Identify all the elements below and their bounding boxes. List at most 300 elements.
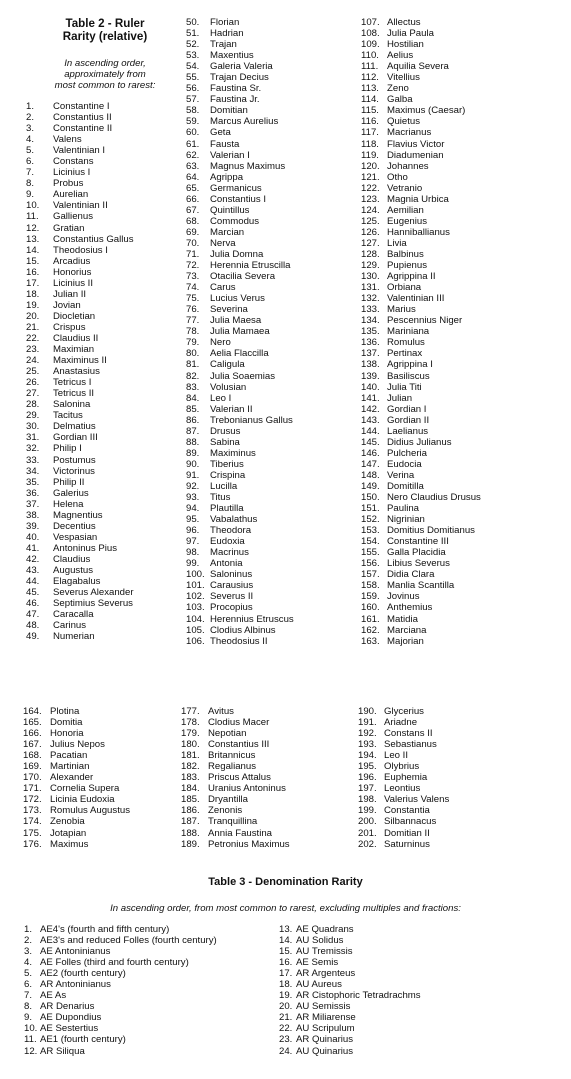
list-item	[279, 1001, 421, 1012]
list-item-label: Diocletian	[53, 310, 96, 322]
list-item-number: 114.	[361, 94, 379, 106]
list-item-label: AE1 (fourth century)	[40, 1034, 126, 1046]
list-item	[361, 591, 481, 602]
list-item	[358, 828, 449, 839]
ruler-lower-column-3	[358, 706, 449, 850]
list-item-label: Fausta	[210, 138, 240, 150]
table2-desc-line2: approximately from	[64, 69, 146, 80]
list-item-number: 157.	[361, 569, 380, 581]
list-item	[23, 783, 130, 794]
list-item-label: Orbiana	[387, 282, 422, 294]
list-item-label: Laelianus	[387, 425, 429, 437]
list-item-number: 23.	[279, 1034, 293, 1046]
list-item	[186, 602, 294, 613]
list-item-label: Dryantilla	[208, 794, 248, 806]
table2-description	[30, 58, 180, 91]
list-item-label: Saloninus	[210, 569, 253, 581]
list-item-label: Constantius III	[208, 739, 270, 751]
list-item-label: Hadrian	[210, 28, 244, 40]
list-item	[24, 935, 217, 946]
list-item-number: 55.	[186, 72, 200, 84]
list-item-label: Otho	[387, 171, 408, 183]
list-item-label: Eugenius	[387, 215, 428, 227]
ruler-column-2	[186, 17, 294, 647]
list-item-label: Galerius	[53, 487, 89, 499]
list-item	[181, 772, 290, 783]
list-item-label: Quietus	[387, 116, 421, 128]
list-item-label: Aelia Flaccilla	[210, 348, 269, 360]
list-item	[186, 525, 294, 536]
list-item	[26, 101, 134, 112]
list-item	[361, 39, 481, 50]
list-item-label: Salonina	[53, 399, 91, 411]
list-item	[23, 772, 130, 783]
list-item-number: 94.	[186, 503, 200, 515]
list-item-number: 113.	[361, 83, 379, 95]
list-item-number: 102.	[186, 591, 205, 603]
list-item-label: Licinius I	[53, 167, 91, 179]
list-item-number: 19.	[26, 299, 40, 311]
list-item	[279, 990, 421, 1001]
list-item-label: AE3's and reduced Folles (fourth century)	[40, 935, 217, 947]
table2-title-line2: Rarity (relative)	[62, 30, 148, 43]
list-item-label: Galeria Valeria	[210, 61, 273, 73]
list-item-label: Sabina	[210, 436, 240, 448]
list-item	[361, 161, 481, 172]
list-item	[361, 205, 481, 216]
list-item-label: Trebonianus Gallus	[210, 414, 293, 426]
list-item-label: Constans II	[384, 728, 433, 740]
list-item-number: 35.	[26, 476, 40, 488]
list-item-number: 183.	[181, 772, 200, 784]
list-item	[279, 946, 421, 957]
list-item-number: 191.	[358, 717, 377, 729]
list-item-number: 111.	[361, 61, 379, 73]
list-item-label: Constantia	[384, 805, 430, 817]
list-item-label: Postumus	[53, 454, 96, 466]
list-item-label: Herennius Etruscus	[210, 613, 294, 625]
list-item-number: 127.	[361, 237, 380, 249]
list-item-label: Avitus	[208, 706, 234, 717]
list-item-number: 28.	[26, 399, 40, 411]
list-item-label: Antoninus Pius	[53, 542, 117, 554]
list-item-label: Flavius Victor	[387, 138, 445, 150]
list-item-label: Helena	[53, 498, 84, 510]
table2-title-line1: Table 2 - Ruler	[65, 17, 145, 30]
list-item-label: Julia Domna	[210, 248, 264, 260]
list-item	[26, 466, 134, 477]
list-item-label: AE Quadrans	[296, 924, 354, 935]
list-item-number: 64.	[186, 171, 200, 183]
list-item-number: 30.	[26, 421, 40, 433]
list-item-number: 151.	[361, 503, 380, 515]
list-item	[26, 223, 134, 234]
list-item-number: 156.	[361, 558, 380, 570]
list-item	[186, 459, 294, 470]
list-item	[361, 216, 481, 227]
list-item-number: 87.	[186, 425, 200, 437]
list-item-label: Didius Julianus	[387, 436, 452, 448]
list-item	[361, 470, 481, 481]
list-item-label: Carausius	[210, 580, 254, 592]
list-item-number: 71.	[186, 248, 200, 260]
list-item-label: Jovian	[53, 299, 81, 311]
list-item-number: 8.	[26, 178, 35, 190]
list-item	[26, 521, 134, 532]
list-item	[358, 717, 449, 728]
list-item-label: Paulina	[387, 503, 420, 515]
list-item	[23, 794, 130, 805]
list-item-number: 50.	[186, 17, 200, 28]
denomination-column-1	[24, 924, 217, 1057]
list-item	[24, 1023, 217, 1034]
list-item-label: AE Antoninianus	[40, 946, 111, 958]
list-item-label: Carus	[210, 282, 236, 294]
list-item-number: 178.	[181, 717, 200, 729]
list-item	[358, 783, 449, 794]
list-item-label: Julian	[387, 392, 413, 404]
list-item-number: 16.	[26, 266, 40, 278]
list-item-number: 153.	[361, 525, 380, 537]
list-item-number: 179.	[181, 728, 200, 740]
denomination-column-2	[279, 924, 421, 1057]
list-item-label: Euphemia	[384, 772, 428, 784]
list-item-number: 67.	[186, 204, 200, 216]
list-item	[361, 481, 481, 492]
list-item-number: 166.	[23, 728, 42, 740]
list-item-label: Pupienus	[387, 260, 428, 272]
list-item	[361, 304, 481, 315]
list-item-label: Gordian II	[387, 414, 430, 426]
list-item	[24, 1046, 217, 1057]
list-item-number: 2.	[24, 935, 33, 947]
list-item-label: AR Cistophoric Tetradrachms	[296, 990, 421, 1002]
list-item	[361, 61, 481, 72]
list-item-label: Magnus Maximus	[210, 160, 286, 172]
list-item-label: Vespasian	[53, 531, 98, 543]
list-item-number: 13.	[279, 924, 293, 935]
list-item-label: Diadumenian	[387, 149, 444, 161]
list-item-label: Delmatius	[53, 421, 96, 433]
list-item	[361, 227, 481, 238]
list-item	[24, 924, 217, 935]
list-item-number: 9.	[24, 1012, 33, 1024]
list-item-number: 152.	[361, 514, 380, 526]
list-item	[186, 183, 294, 194]
list-item	[186, 249, 294, 260]
list-item-label: Valerius Valens	[384, 794, 450, 806]
list-item	[181, 750, 290, 761]
list-item	[181, 794, 290, 805]
list-item	[279, 968, 421, 979]
list-item-number: 22.	[26, 332, 40, 344]
list-item	[361, 260, 481, 271]
list-item-label: Pulcheria	[387, 447, 427, 459]
list-item-label: Uranius Antoninus	[208, 783, 286, 795]
list-item-label: Volusian	[210, 381, 247, 393]
list-item	[26, 145, 134, 156]
list-item	[279, 1046, 421, 1057]
list-item-label: Didia Clara	[387, 569, 435, 581]
list-item-label: Marcian	[210, 226, 245, 238]
list-item	[26, 609, 134, 620]
list-item-number: 115.	[361, 105, 379, 117]
list-item	[361, 116, 481, 127]
list-item-label: Philip I	[53, 443, 82, 455]
list-item-label: Quintillus	[210, 204, 250, 216]
list-item-number: 149.	[361, 480, 380, 492]
list-item-label: Annia Faustina	[208, 827, 272, 839]
list-item-label: Julian II	[53, 288, 87, 300]
list-item	[186, 393, 294, 404]
list-item	[361, 50, 481, 61]
list-item-number: 12.	[24, 1045, 38, 1057]
list-item-number: 24.	[279, 1045, 293, 1057]
list-item-number: 108.	[361, 28, 380, 40]
list-item	[186, 470, 294, 481]
list-item	[26, 156, 134, 167]
list-item	[181, 805, 290, 816]
list-item-number: 202.	[358, 838, 377, 850]
list-item	[361, 359, 481, 370]
list-item-number: 200.	[358, 816, 377, 828]
list-item-number: 146.	[361, 447, 380, 459]
list-item-label: Geta	[210, 127, 231, 139]
list-item-number: 93.	[186, 492, 200, 504]
list-item-label: Martinian	[50, 761, 90, 773]
list-item	[186, 547, 294, 558]
list-item	[181, 739, 290, 750]
list-item	[186, 636, 294, 647]
list-item-number: 185.	[181, 794, 200, 806]
list-item-number: 32.	[26, 443, 40, 455]
list-item-number: 7.	[24, 990, 33, 1002]
list-item-label: Anthemius	[387, 602, 433, 614]
list-item-number: 58.	[186, 105, 200, 117]
list-item-number: 141.	[361, 392, 380, 404]
list-item-number: 34.	[26, 465, 40, 477]
list-item-label: Hostilian	[387, 39, 424, 51]
list-item	[24, 968, 217, 979]
list-item-label: Marius	[387, 304, 416, 316]
list-item-number: 192.	[358, 728, 377, 740]
list-item-number: 17.	[279, 968, 293, 980]
list-item-label: AE As	[40, 990, 67, 1002]
list-item	[361, 127, 481, 138]
list-item-number: 84.	[186, 392, 200, 404]
list-item	[279, 1023, 421, 1034]
list-item-number: 168.	[23, 750, 42, 762]
list-item-number: 1.	[24, 924, 33, 935]
list-item-number: 119.	[361, 149, 379, 161]
list-item-label: AE Sestertius	[40, 1023, 99, 1035]
list-item-label: Macrianus	[387, 127, 432, 139]
list-item-label: Aquilia Severa	[387, 61, 449, 73]
list-item	[358, 839, 449, 850]
list-item-number: 49.	[26, 631, 40, 643]
list-item	[26, 576, 134, 587]
list-item-number: 85.	[186, 403, 200, 415]
list-item-label: Probus	[53, 178, 84, 190]
list-item-number: 75.	[186, 293, 200, 305]
list-item	[361, 437, 481, 448]
list-item-number: 126.	[361, 226, 380, 238]
list-item-label: Petronius Maximus	[208, 838, 290, 850]
list-item-number: 79.	[186, 337, 200, 349]
list-item	[186, 72, 294, 83]
list-item-number: 95.	[186, 514, 200, 526]
list-item-number: 139.	[361, 370, 380, 382]
list-item-label: Nero	[210, 337, 231, 349]
list-item	[361, 337, 481, 348]
list-item	[186, 172, 294, 183]
list-item-label: Tetricus I	[53, 377, 92, 389]
list-item	[26, 134, 134, 145]
list-item-number: 83.	[186, 381, 200, 393]
list-item-label: Nero Claudius Drusus	[387, 492, 481, 504]
list-item	[181, 816, 290, 827]
list-item-label: Aemilian	[387, 204, 424, 216]
list-item-label: Crispina	[210, 469, 246, 481]
list-item-number: 10.	[26, 200, 40, 212]
list-item-label: Maximus	[50, 838, 89, 850]
list-item-number: 167.	[23, 739, 42, 751]
list-item	[361, 448, 481, 459]
list-item	[26, 333, 134, 344]
list-item-number: 173.	[23, 805, 42, 817]
list-item-number: 12.	[26, 222, 40, 234]
list-item-number: 103.	[186, 602, 205, 614]
list-item-number: 150.	[361, 492, 380, 504]
list-item	[26, 399, 134, 410]
list-item-label: Septimius Severus	[53, 598, 133, 610]
list-item	[26, 322, 134, 333]
list-item	[186, 625, 294, 636]
list-item-number: 144.	[361, 425, 380, 437]
list-item-label: Faustina Jr.	[210, 94, 260, 106]
list-item-label: Majorian	[387, 635, 424, 647]
list-item-label: Zenonis	[208, 805, 243, 817]
list-item-label: Magnentius	[53, 509, 103, 521]
list-item	[279, 979, 421, 990]
list-item-label: Sebastianus	[384, 739, 437, 751]
ruler-column-3	[361, 17, 481, 647]
list-item	[23, 761, 130, 772]
list-item-label: Romulus Augustus	[50, 805, 130, 817]
list-item	[186, 591, 294, 602]
list-item-label: Olybrius	[384, 761, 420, 773]
list-item-number: 53.	[186, 50, 200, 62]
list-item-number: 182.	[181, 761, 200, 773]
list-item-number: 177.	[181, 706, 200, 717]
list-item	[181, 761, 290, 772]
list-item	[26, 410, 134, 421]
list-item	[186, 293, 294, 304]
table3-description: In ascending order, from most common to rarest, excluding multiples and fractions:	[110, 903, 461, 914]
list-item	[186, 492, 294, 503]
list-item-number: 15.	[279, 946, 293, 958]
list-item-number: 36.	[26, 487, 40, 499]
table2-desc-line1: In ascending order,	[64, 58, 146, 69]
list-item	[24, 957, 217, 968]
list-item-label: Lucius Verus	[210, 293, 265, 305]
list-item	[26, 598, 134, 609]
list-item-label: Nepotian	[208, 728, 247, 740]
list-item-number: 11.	[26, 211, 39, 223]
list-item	[361, 282, 481, 293]
list-item-number: 99.	[186, 558, 200, 570]
list-item-label: AE4's (fourth and fifth century)	[40, 924, 170, 935]
list-item	[23, 839, 130, 850]
list-item-number: 122.	[361, 182, 380, 194]
list-item	[26, 477, 134, 488]
list-item-label: Johannes	[387, 160, 429, 172]
list-item-label: Nerva	[210, 237, 236, 249]
list-item-number: 18.	[26, 288, 40, 300]
list-item-number: 18.	[279, 979, 293, 991]
list-item-number: 63.	[186, 160, 200, 172]
list-item	[186, 28, 294, 39]
list-item-number: 140.	[361, 381, 380, 393]
list-item-label: Domitilla	[387, 480, 424, 492]
list-item	[186, 304, 294, 315]
list-item-label: Domitius Domitianus	[387, 525, 475, 537]
list-item-number: 2.	[26, 112, 35, 124]
list-item	[358, 750, 449, 761]
list-item	[186, 205, 294, 216]
list-item	[24, 979, 217, 990]
list-item-number: 170.	[23, 772, 42, 784]
list-item-number: 142.	[361, 403, 380, 415]
list-item-number: 47.	[26, 609, 40, 621]
list-item-label: Florian	[210, 17, 240, 28]
list-item	[186, 39, 294, 50]
list-item-number: 137.	[361, 348, 380, 360]
list-item-label: Allectus	[387, 17, 421, 28]
list-item	[186, 503, 294, 514]
list-item-label: Crispus	[53, 321, 86, 333]
list-item-number: 189.	[181, 838, 200, 850]
list-item	[186, 371, 294, 382]
list-item	[186, 437, 294, 448]
list-item-label: Vabalathus	[210, 514, 258, 526]
list-item-label: Constantine II	[53, 123, 113, 135]
list-item-number: 14.	[279, 935, 293, 947]
list-item	[358, 816, 449, 827]
list-item-number: 4.	[24, 957, 33, 969]
list-item-number: 98.	[186, 547, 200, 559]
list-item-label: Claudius	[53, 553, 91, 565]
list-item-label: Carinus	[53, 620, 87, 632]
list-item-label: Magnia Urbica	[387, 193, 449, 205]
list-item	[23, 728, 130, 739]
list-item-number: 125.	[361, 215, 380, 227]
list-item-number: 160.	[361, 602, 380, 614]
list-item	[361, 326, 481, 337]
list-item	[186, 238, 294, 249]
list-item	[23, 816, 130, 827]
list-item-label: Herennia Etruscilla	[210, 260, 291, 272]
list-item	[186, 426, 294, 437]
list-item	[361, 183, 481, 194]
list-item-number: 78.	[186, 326, 200, 338]
list-item-label: Agrippa	[210, 171, 244, 183]
list-item-label: Leo I	[210, 392, 232, 404]
list-item-label: Gratian	[53, 222, 85, 234]
list-item	[361, 105, 481, 116]
list-item	[358, 772, 449, 783]
list-item-number: 8.	[24, 1001, 33, 1013]
